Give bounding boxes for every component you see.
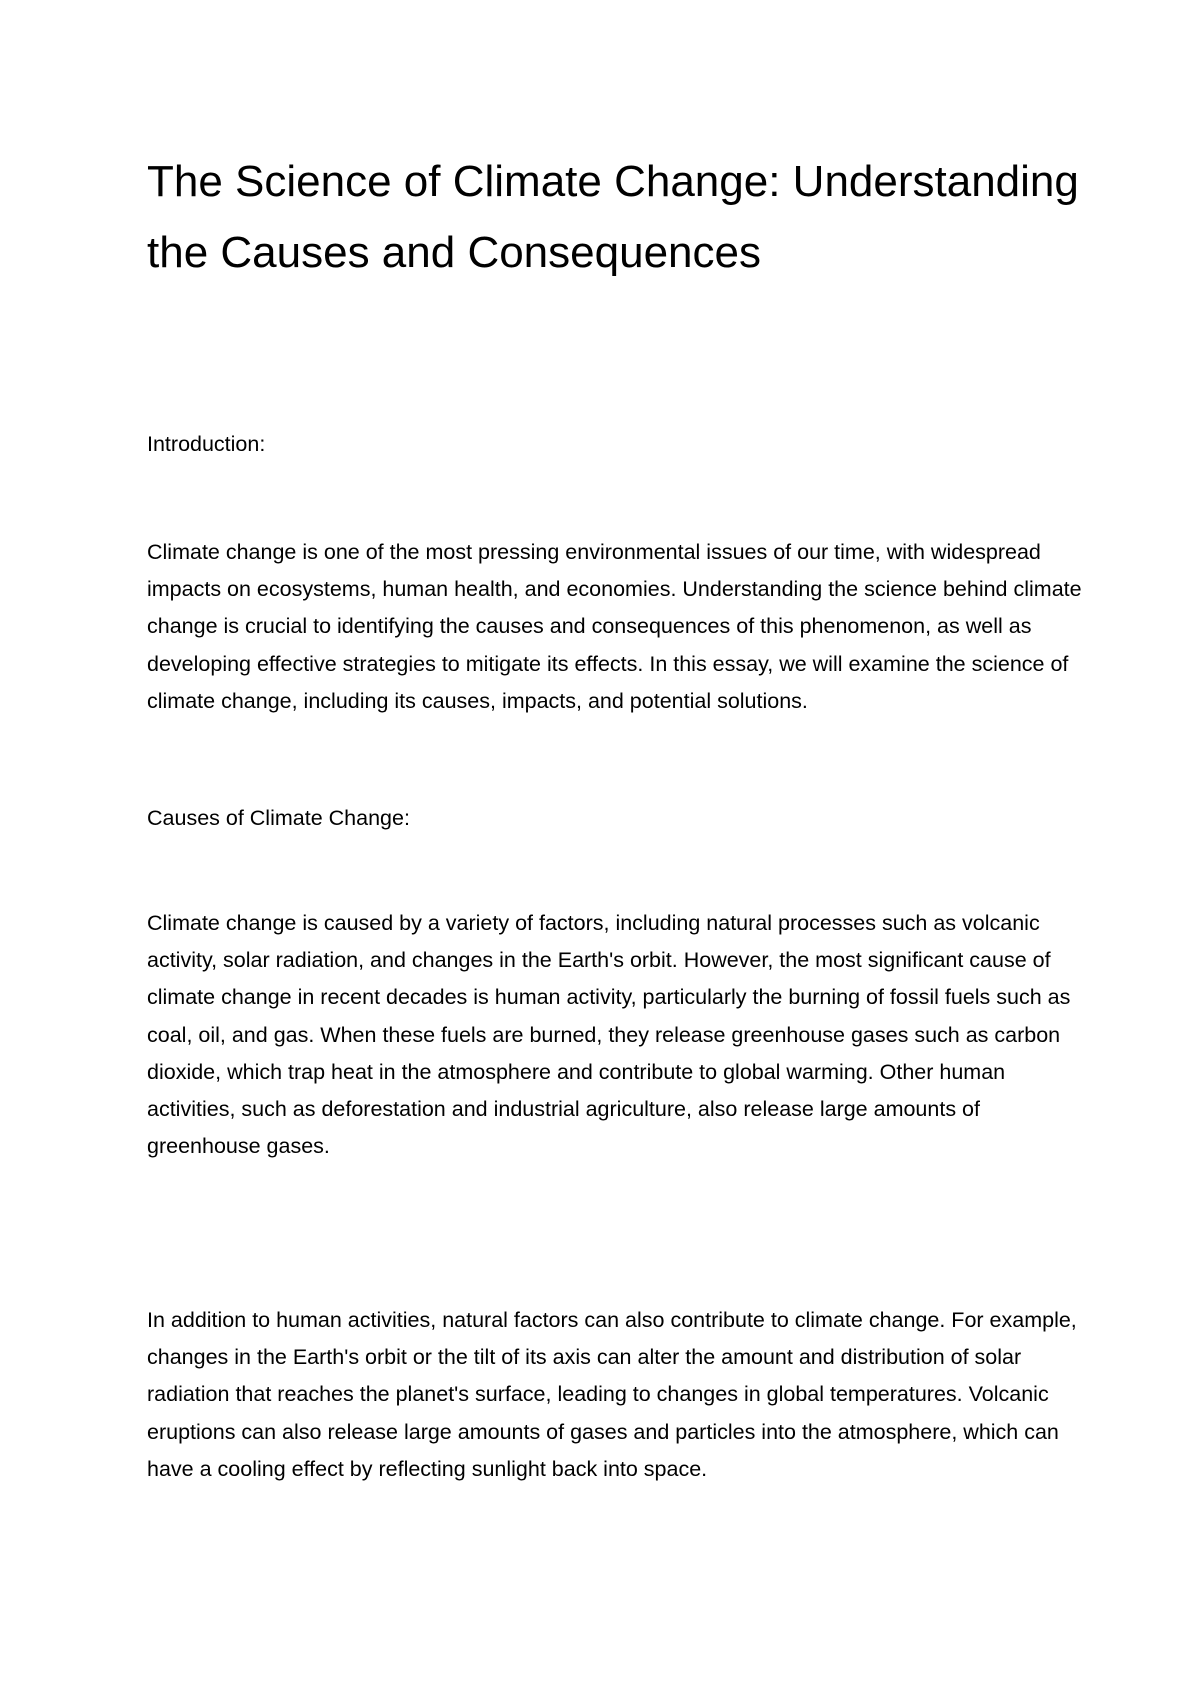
- paragraph-causes-human: Climate change is caused by a variety of factors, including natural processes such as volcanic activity, solar radiation, and changes in the Earth's orbit. However, the most significant cause of climate change in recent decades is human activity, particularly the burning of fossil fuels such as coal, oil, and gas. When these fuels are burned, they release greenhouse gases such as carbon dioxide, which trap heat in the atmosphere and contribute to global warming. Other human activities, such as deforestation and industrial agriculture, also release large amounts of greenhouse gases.: [147, 911, 1071, 1159]
- document-title: The Science of Climate Change: Understanding the Causes and Consequences: [147, 157, 1079, 277]
- section-heading-introduction: Introduction:: [147, 432, 266, 456]
- paragraph-causes-natural: In addition to human activities, natural factors can also contribute to climate change. For example, changes in the Earth's orbit or the tilt of its axis can alter the amount and distribution of solar radiation that reaches the planet's surface, leading to changes in global temperatures. Volcanic eruptions can also release large amounts of gases and particles into the atmosphere, which can have a cooling effect by reflecting sunlight back into space.: [147, 1308, 1077, 1481]
- section-heading-causes: Causes of Climate Change:: [147, 806, 410, 830]
- paragraph-introduction: Climate change is one of the most pressing environmental issues of our time, with widespread impacts on ecosystems, human health, and economies. Understanding the science behind climate change is crucial to identifying the causes and consequences of this phenomenon, as well as developing effective strategies to mitigate its effects. In this essay, we will examine the science of climate change, including its causes, impacts, and potential solutions.: [147, 540, 1082, 713]
